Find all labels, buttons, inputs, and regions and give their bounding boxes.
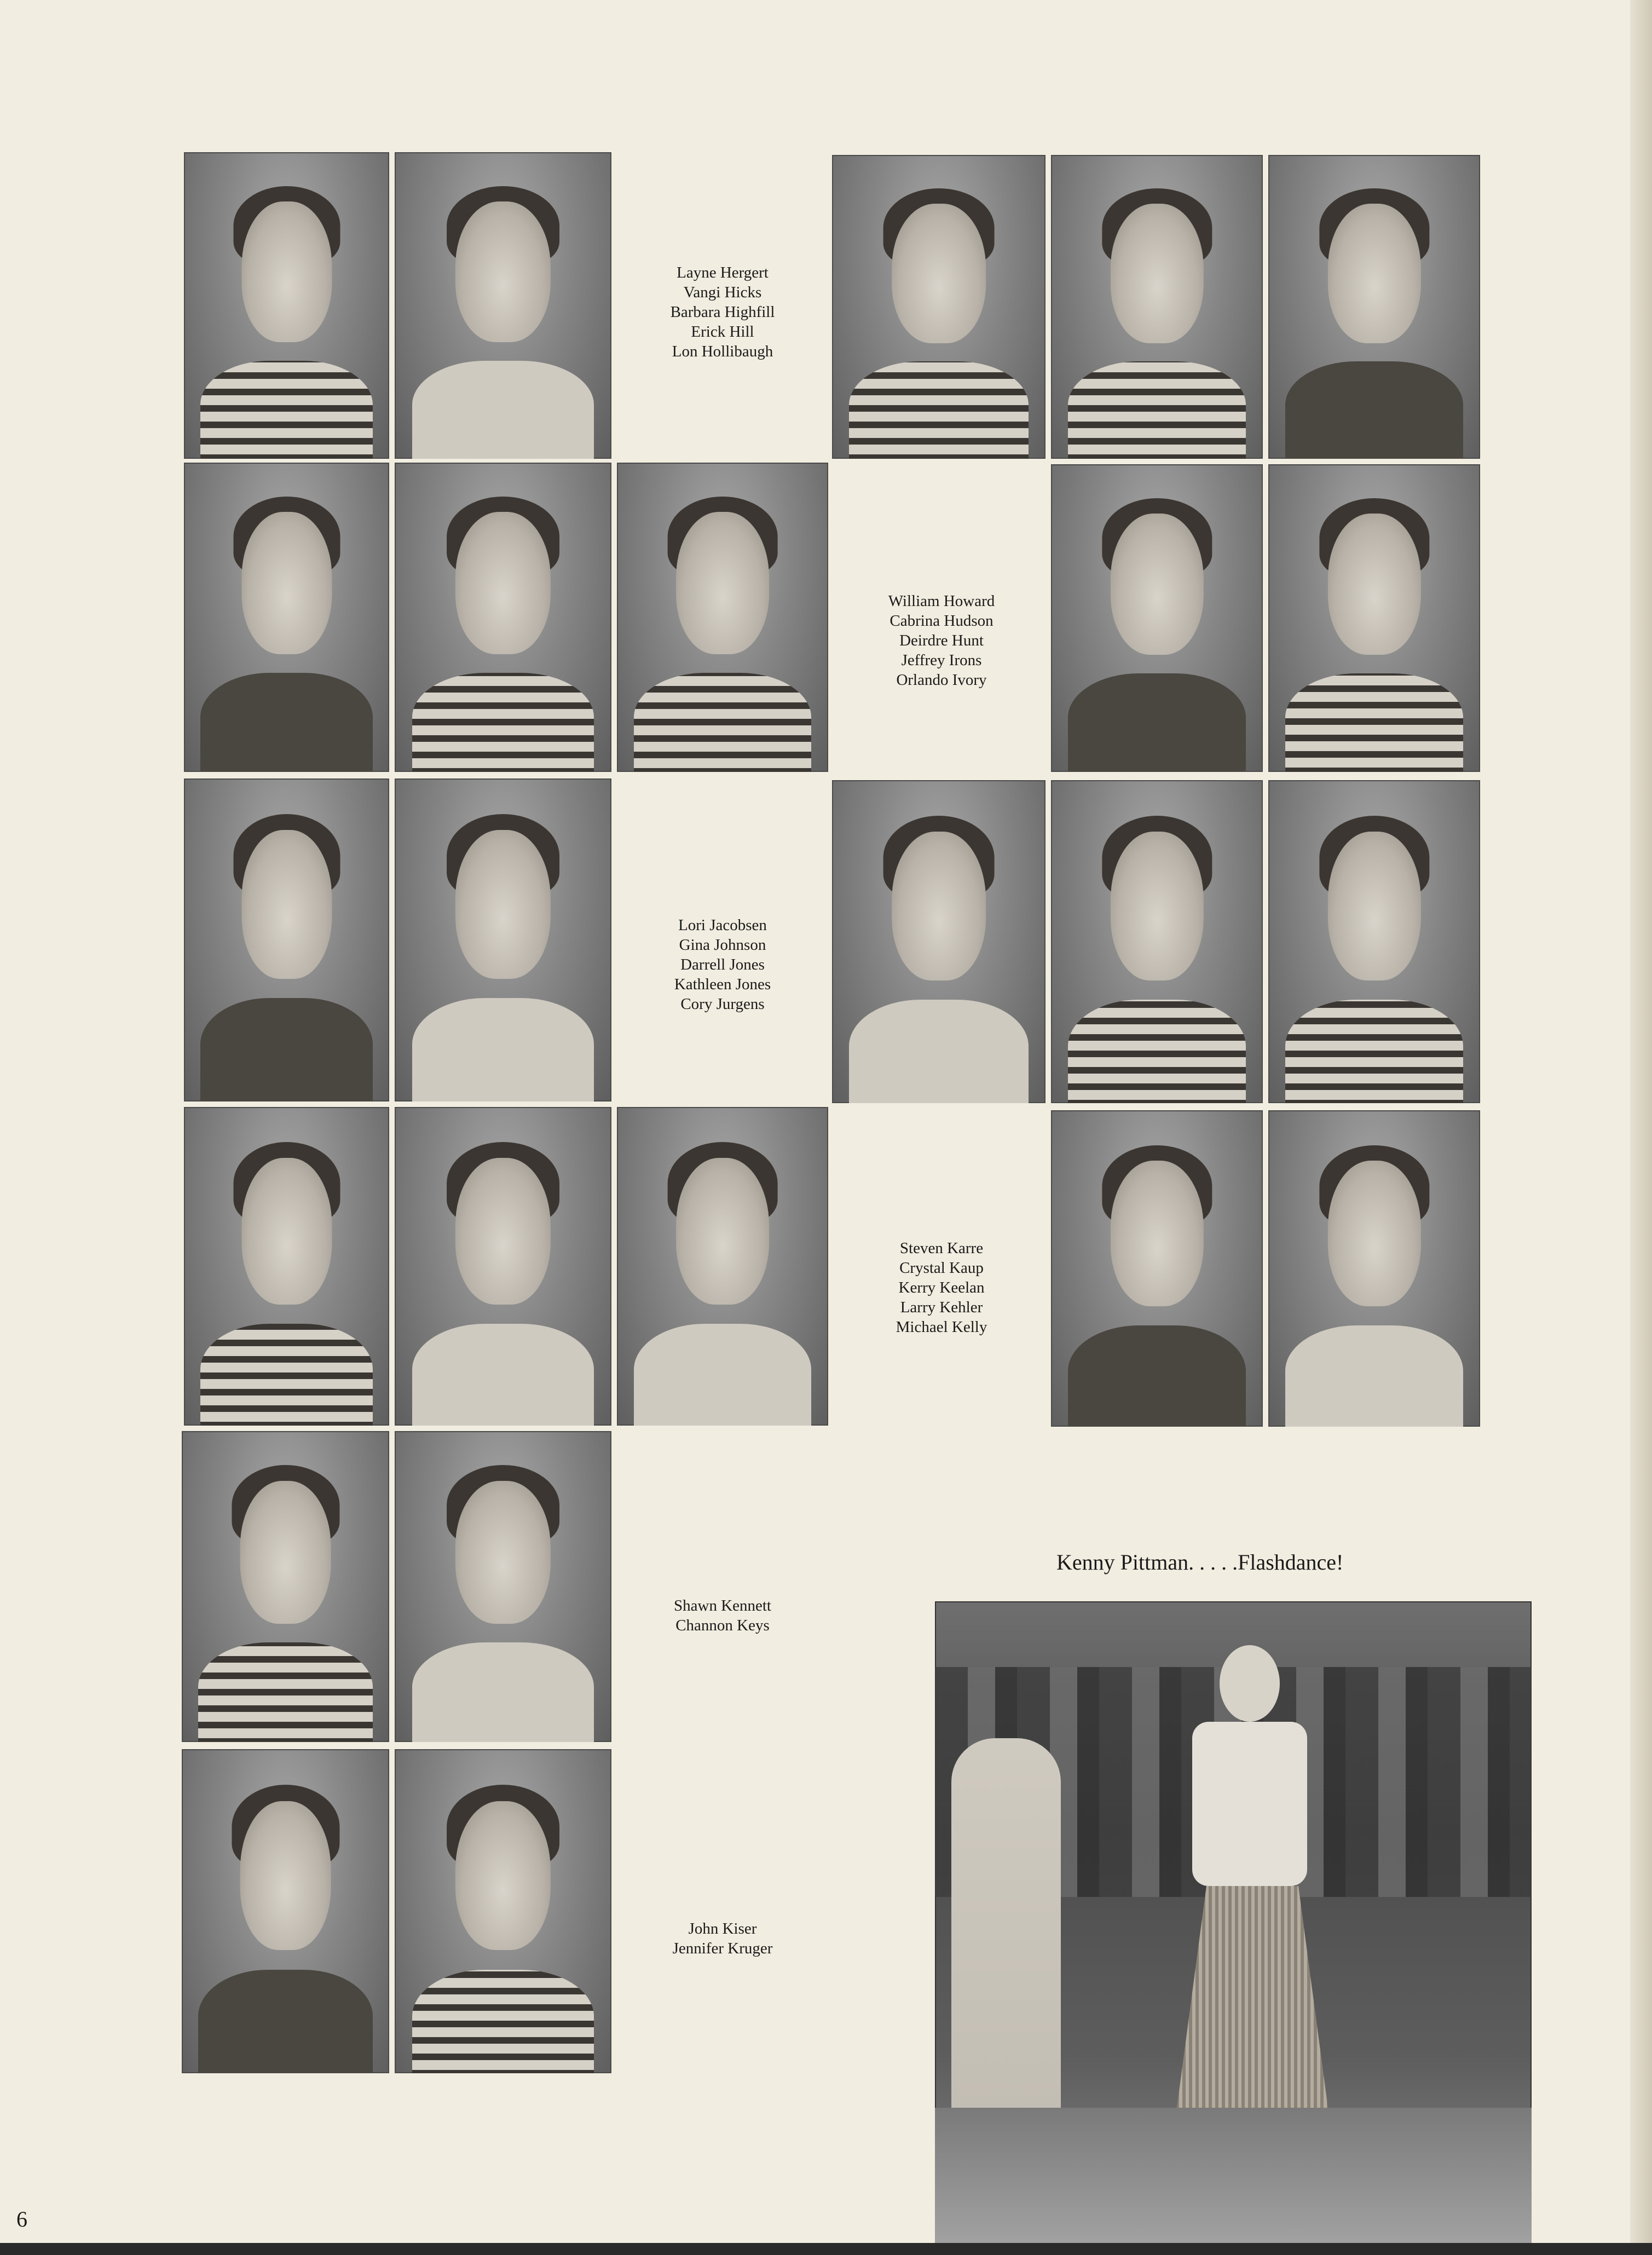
portrait-photo: [1268, 155, 1480, 459]
student-name: Deirdre Hunt: [899, 632, 984, 649]
student-name: Jennifer Kruger: [672, 1940, 773, 1957]
dance-floor: [935, 2108, 1532, 2250]
portrait-photo: [1268, 1110, 1480, 1427]
name-list: [635, 915, 810, 1014]
student-name: Lon Hollibaugh: [672, 343, 773, 360]
student-name: Cabrina Hudson: [889, 612, 993, 630]
portrait-photo: [182, 1749, 389, 2073]
portrait-photo: [1268, 464, 1480, 772]
portrait-photo: [1051, 155, 1263, 459]
student-name: Layne Hergert: [677, 264, 769, 281]
portrait-photo: [184, 778, 389, 1101]
portrait-photo: [184, 1107, 389, 1426]
name-list: [635, 263, 810, 361]
portrait-photo: [1051, 1110, 1263, 1427]
portrait-photo: [184, 152, 389, 459]
student-name: Crystal Kaup: [899, 1259, 984, 1277]
student-name: Larry Kehler: [900, 1299, 983, 1316]
name-list: [854, 591, 1029, 690]
student-name: Jeffrey Irons: [901, 651, 982, 669]
name-list: [854, 1238, 1029, 1337]
scan-bottom-edge: [0, 2243, 1652, 2255]
student-name: John Kiser: [688, 1920, 757, 1937]
student-name: Michael Kelly: [896, 1318, 987, 1336]
portrait-photo: [832, 155, 1046, 459]
name-list: [635, 1919, 810, 1958]
portrait-photo: [395, 1431, 611, 1742]
portrait-photo: [1051, 464, 1263, 772]
page-number: 6: [16, 2207, 27, 2231]
portrait-photo: [395, 1107, 611, 1426]
student-name: Erick Hill: [691, 323, 754, 341]
student-name: Lori Jacobsen: [678, 916, 767, 934]
student-name: Kerry Keelan: [898, 1279, 985, 1296]
name-list: [635, 1596, 810, 1635]
student-name: Darrell Jones: [680, 956, 765, 973]
student-name: Gina Johnson: [679, 936, 766, 954]
student-name: Steven Karre: [899, 1239, 984, 1257]
page-edge: [1630, 0, 1652, 2255]
photo-caption: Kenny Pittman. . . . .Flashdance!: [1056, 1550, 1344, 1575]
portrait-photo: [617, 1107, 828, 1426]
student-name: Barbara Highfill: [670, 303, 775, 321]
portrait-photo: [395, 778, 611, 1101]
portrait-photo: [184, 463, 389, 772]
portrait-photo: [617, 463, 828, 772]
student-name: Cory Jurgens: [680, 995, 765, 1013]
portrait-photo: [182, 1431, 389, 1742]
portrait-photo: [832, 780, 1046, 1103]
student-name: Orlando Ivory: [896, 671, 987, 689]
student-name: Channon Keys: [675, 1617, 770, 1634]
student-name: Kathleen Jones: [674, 976, 771, 993]
student-name: William Howard: [888, 592, 995, 610]
student-name: Vangi Hicks: [683, 284, 762, 301]
portrait-photo: [1268, 780, 1480, 1103]
student-name: Shawn Kennett: [674, 1597, 771, 1614]
portrait-photo: [395, 463, 611, 772]
portrait-photo: [395, 152, 611, 459]
candid-dance-photo: [935, 1601, 1532, 2250]
portrait-photo: [395, 1749, 611, 2073]
portrait-photo: [1051, 780, 1263, 1103]
